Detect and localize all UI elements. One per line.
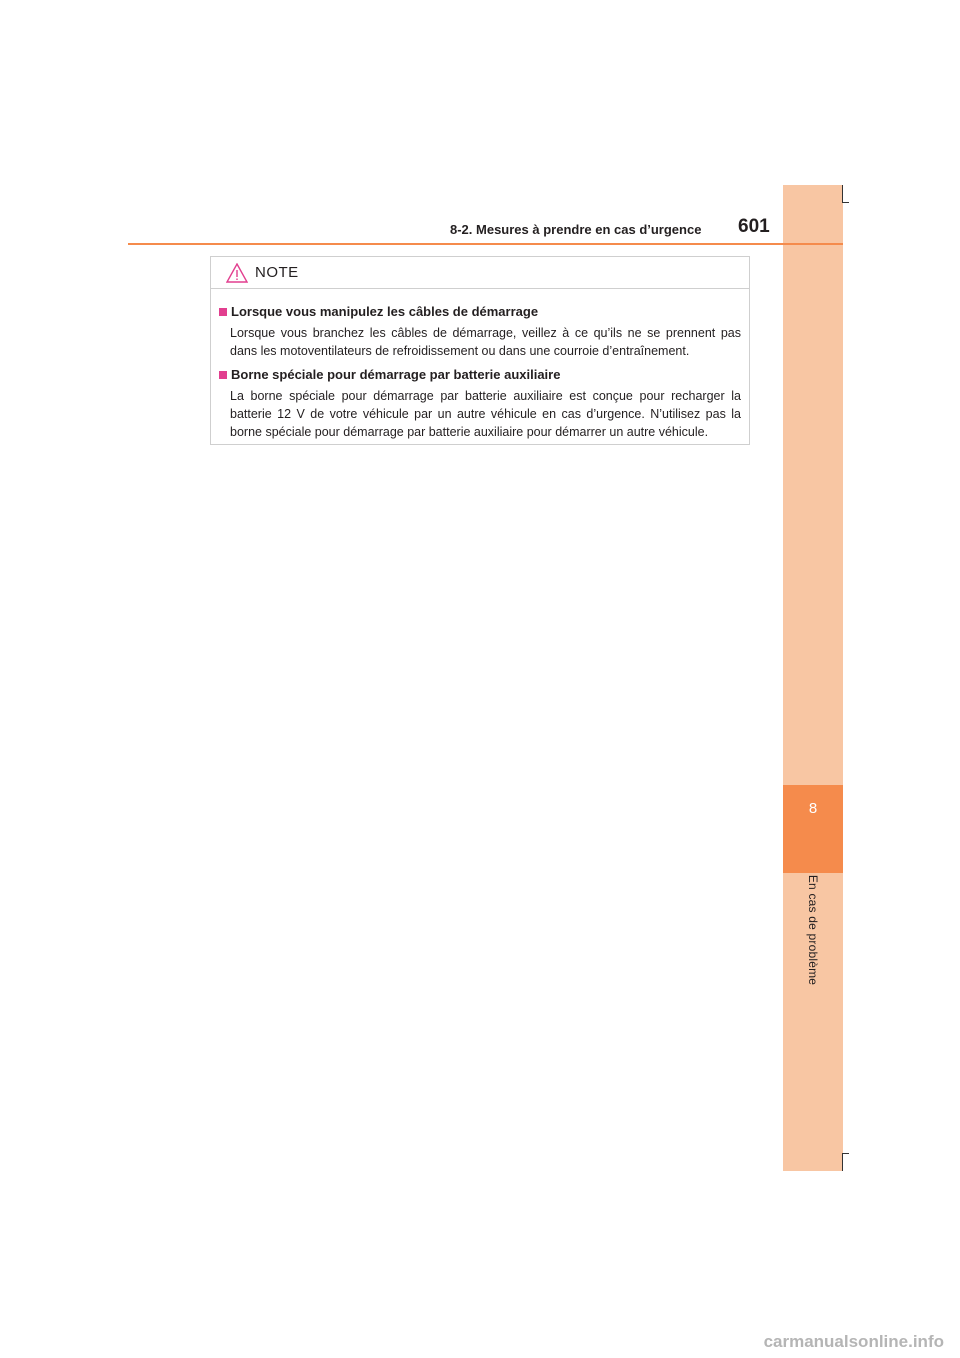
- square-bullet-icon: [219, 371, 227, 379]
- page-number: 601: [738, 216, 770, 237]
- note-item: [219, 366, 741, 441]
- crop-mark-top: [842, 185, 843, 203]
- chapter-label: En cas de problème: [806, 874, 820, 986]
- note-item-heading: [219, 366, 741, 384]
- note-item: [219, 303, 741, 360]
- section-heading: 8-2. Mesures à prendre en cas d’urgence: [450, 222, 702, 237]
- square-bullet-icon: [219, 308, 227, 316]
- watermark-text: carmanualsonline.info: [763, 1332, 944, 1351]
- note-item-text: La borne spéciale pour démarrage par batterie auxiliaire est conçue pour recharger la batterie 12 V de votre véhicule par un autre véhicule en cas d’urgence. N’utilisez pas la borne spéciale pour démarrage par batterie auxiliaire pour démarrer un autre véhicule.: [230, 389, 741, 439]
- note-body: [211, 289, 749, 441]
- crop-mark-bottom: [842, 1153, 843, 1171]
- note-item-heading: [219, 303, 741, 321]
- crop-mark-top-tick: [842, 202, 849, 203]
- chapter-side-strip: [783, 185, 843, 1171]
- warning-triangle-icon: [226, 263, 248, 283]
- note-title: NOTE: [255, 264, 299, 281]
- note-item-text: Lorsque vous branchez les câbles de démarrage, veillez à ce qu’ils ne se prennent pas dans les motoventilateurs de refroidissement ou dans une courroie d’entraînement.: [230, 326, 741, 358]
- note-item-heading-text: Borne spéciale pour démarrage par batterie auxiliaire: [231, 367, 561, 382]
- chapter-number: 8: [808, 800, 818, 817]
- note-header: [211, 257, 749, 289]
- note-item-heading-text: Lorsque vous manipulez les câbles de démarrage: [231, 304, 539, 319]
- crop-mark-bottom-tick: [842, 1153, 849, 1154]
- header-rule: [128, 243, 843, 245]
- chapter-tab: [783, 785, 843, 873]
- note-box: [210, 256, 750, 445]
